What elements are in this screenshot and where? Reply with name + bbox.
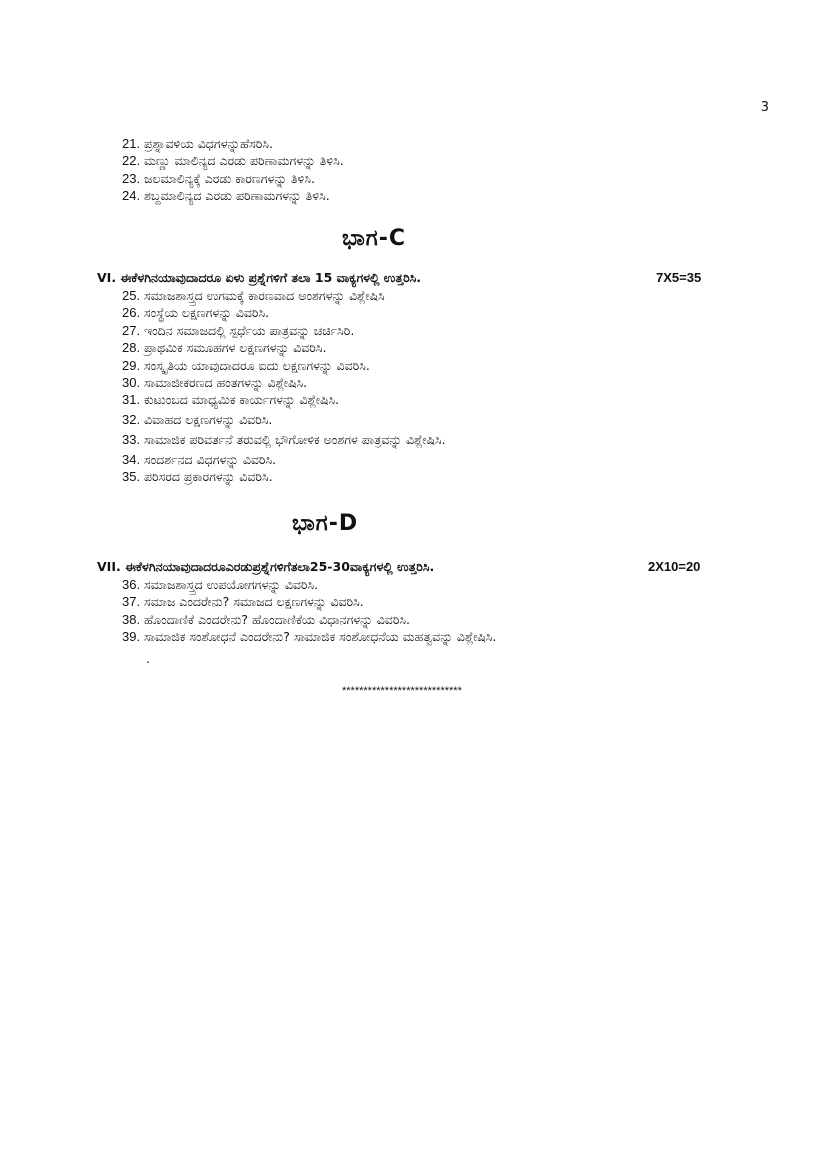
- question-item: [122, 187, 344, 204]
- section-d-heading: ಭಾಗ-D: [292, 511, 359, 536]
- end-marker: ****************************: [342, 685, 462, 697]
- question-item: [122, 152, 344, 169]
- section-d-instruction: VII. ಈಕೆಳಗಿನಯಾವುದಾದರೂಎರಡುಪ್ರಶ್ನೆಗಳಿಗೆತಲಾ25-30ವಾಕ್ಯಗಳಲ್ಲಿ ಉತ್ತರಿಸಿ.: [97, 559, 435, 574]
- question-text: ಪರಿಸರದ ಪ್ರಕಾರಗಳನ್ನು ವಿವರಿಸಿ.: [144, 469, 273, 485]
- question-number: 22.: [122, 153, 141, 169]
- trailing-dot: .: [146, 652, 150, 666]
- question-item: [122, 451, 446, 468]
- question-text: ಸಾಮಾಜಿಕ ಸಂಶೋಧನೆ ಎಂದರೇನು? ಸಾಮಾಜಿಕ ಸಂಶೋಧನೆಯ ಮಹತ್ವವನ್ನು ವಿಶ್ಲೇಷಿಸಿ.: [144, 629, 497, 645]
- question-text: ಸಂಸ್ಥೆಯ ಲಕ್ಷಣಗಳನ್ನು ವಿವರಿಸಿ.: [144, 305, 270, 321]
- question-number: 29.: [122, 357, 141, 373]
- question-number: 23.: [122, 170, 141, 186]
- question-number: 39.: [122, 629, 141, 645]
- question-number: 26.: [122, 305, 141, 321]
- question-number: 21.: [122, 136, 141, 151]
- question-item: [122, 322, 446, 339]
- question-item: [122, 391, 446, 408]
- question-number: 24.: [122, 188, 141, 204]
- section-c-question-list: [122, 287, 446, 485]
- section-d-question-list: [122, 576, 496, 646]
- question-item: [122, 357, 446, 374]
- question-text: ಜಲಮಾಲಿನ್ಯಕ್ಕೆ ಎರಡು ಕಾರಣಗಳನ್ನು ತಿಳಿಸಿ.: [144, 170, 315, 186]
- question-number: 30.: [122, 375, 141, 391]
- question-text: ಸಂಸ್ಕೃತಿಯ ಯಾವುದಾದರೂ ಐದು ಲಕ್ಷಣಗಳನ್ನು ವಿವರಿಸಿ.: [144, 357, 370, 373]
- question-number: 28.: [122, 340, 141, 356]
- question-text: ಸಮಾಜಶಾಸ್ತ್ರದ ಉಗಮಕ್ಕೆ ಕಾರಣವಾದ ಅಂಶಗಳನ್ನು ವಿಶ್ಲೇಷಿಸಿ: [144, 288, 385, 303]
- question-text: ಹೊಂದಾಣಿಕೆ ಎಂದರೇನು? ಹೊಂದಾಣಿಕೆಯ ವಿಧಾನಗಳನ್ನು ವಿವರಿಸಿ.: [144, 611, 411, 627]
- question-number: 27.: [122, 322, 141, 338]
- question-number: 38.: [122, 611, 141, 627]
- question-item: [122, 431, 446, 448]
- question-item: [122, 135, 344, 152]
- section-c-heading: ಭಾಗ-C: [342, 226, 406, 251]
- section-c-instruction: VI. ಈಕೆಳಗಿನಯಾವುದಾದರೂ ಏಳು ಪ್ರಶ್ನೆಗಳಿಗೆ ತಲಾ 15 ವಾಕ್ಯಗಳಲ್ಲಿ ಉತ್ತರಿಸಿ.: [97, 270, 422, 285]
- question-number: 36.: [122, 577, 141, 592]
- question-text: ಸಾಮಾಜೀಕರಣದ ಹಂತಗಳನ್ನು ವಿಶ್ಲೇಷಿಸಿ.: [144, 375, 308, 391]
- question-item: [122, 611, 496, 628]
- question-text: ವಿವಾಹದ ಲಕ್ಷಣಗಳನ್ನು ವಿವರಿಸಿ.: [144, 411, 273, 427]
- question-item: [122, 374, 446, 391]
- section-c-instruction-row: [97, 270, 707, 286]
- page-number: 3: [760, 100, 769, 115]
- section-c-marks: 7X5=35: [656, 270, 702, 285]
- question-text: ಸಮಾಜಶಾಸ್ತ್ರದ ಉಪಯೋಗಗಳನ್ನು ವಿವರಿಸಿ.: [144, 577, 319, 592]
- question-item: [122, 576, 496, 593]
- section-d-marks: 2X10=20: [648, 559, 701, 574]
- section-d-instruction-row: [97, 559, 707, 575]
- section-b-question-list: [122, 135, 344, 205]
- question-text: ಸಂದರ್ಶನದ ವಿಧಗಳನ್ನು ವಿವರಿಸಿ.: [144, 451, 277, 467]
- question-item: [122, 304, 446, 321]
- question-text: ಶಬ್ದಮಾಲಿನ್ಯದ ಎರಡು ಪರಿಣಾಮಗಳನ್ನು ತಿಳಿಸಿ.: [144, 188, 330, 204]
- question-number: 34.: [122, 451, 141, 467]
- question-text: ಕುಟುಂಬದ ಮಾಧ್ಯಮಿಕ ಕಾರ್ಯಗಳನ್ನು ವಿಶ್ಲೇಷಿಸಿ.: [144, 392, 340, 408]
- question-number: 25.: [122, 288, 141, 303]
- question-text: ಸಾಮಾಜಿಕ ಪರಿವರ್ತನೆ ತರುವಲ್ಲಿ ಭೌಗೋಳಿಕ ಅಂಶಗಳ ಪಾತ್ರವನ್ನು ವಿಶ್ಲೇಷಿಸಿ.: [144, 432, 446, 448]
- question-text: ಇಂದಿನ ಸಮಾಜದಲ್ಲಿ ಸ್ಪರ್ಧೆಯ ಪಾತ್ರವನ್ನು ಚರ್ಚಿಸಿರಿ.: [144, 322, 355, 338]
- question-item: [122, 628, 496, 645]
- question-item: [122, 170, 344, 187]
- question-item: [122, 593, 496, 610]
- question-text: ಸಮಾಜ ಎಂದರೇನು? ಸಮಾಜದ ಲಕ್ಷಣಗಳನ್ನು ವಿವರಿಸಿ.: [144, 594, 364, 610]
- question-text: ಪ್ರಾಥಮಿಕ ಸಮೂಹಗಳ ಲಕ್ಷಣಗಳನ್ನು ವಿವರಿಸಿ.: [144, 340, 327, 356]
- question-text: ಪ್ರಶ್ನಾವಳಿಯ ವಿಧಗಳನ್ನುಹೆಸರಿಸಿ.: [144, 136, 274, 151]
- question-number: 32.: [122, 411, 141, 427]
- question-number: 37.: [122, 594, 141, 610]
- question-text: ಮಣ್ಣು ಮಾಲಿನ್ಯದ ಎರಡು ಪರಿಣಾಮಗಳನ್ನು ತಿಳಿಸಿ.: [144, 153, 344, 169]
- question-number: 31.: [122, 392, 141, 408]
- question-number: 33.: [122, 432, 141, 448]
- question-item: [122, 411, 446, 428]
- question-item: [122, 339, 446, 356]
- question-item: [122, 287, 446, 304]
- question-number: 35.: [122, 469, 141, 485]
- question-item: [122, 468, 446, 485]
